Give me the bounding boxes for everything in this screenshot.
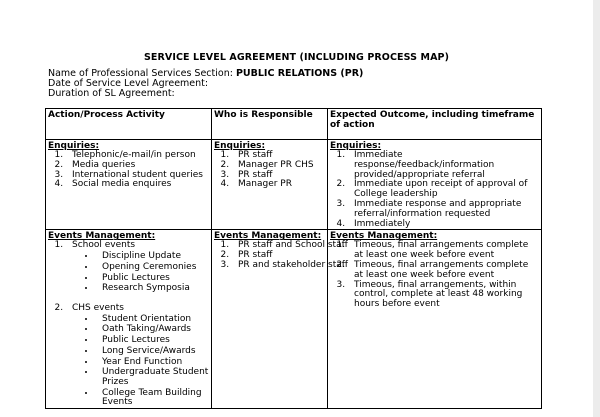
event-group-name: School events [72, 240, 136, 251]
list-item: 4. Manager PR [232, 180, 326, 190]
enquiries-responsible-cell [212, 140, 328, 230]
events-responsible-cell [212, 230, 348, 409]
enquiries-actions-list [48, 151, 210, 190]
list-item: • Discipline Update [96, 251, 210, 262]
list-item: 3. PR and stakeholder staff [232, 261, 326, 271]
list-item: 3. International student queries [66, 171, 210, 181]
section-name-label: Name of Professional Services Section: [48, 68, 233, 79]
events-outcome-list [330, 241, 540, 310]
list-item: • Public Lectures [96, 273, 210, 284]
agreement-duration-field [48, 89, 175, 99]
list-item: • Opening Ceremonies [96, 262, 210, 273]
list-item: 3. PR staff [232, 171, 326, 181]
events-title: Events Management: [214, 231, 322, 242]
event-group-name: CHS events [72, 302, 124, 313]
table-row-events [46, 230, 542, 409]
list-item: • College Team Building Events [96, 388, 210, 408]
list-item [66, 241, 210, 304]
process-map-table [45, 108, 542, 409]
list-item: 3. Immediate response and appropriate referral/information requested [348, 200, 540, 220]
list-item: 1. PR staff and School staff [232, 241, 326, 251]
events-responsible-list [214, 240, 348, 270]
school-events-list [72, 251, 210, 294]
list-item: 3. Timeous, final arrangements, within control, complete at least 48 working hours before event [348, 281, 540, 310]
list-item: 1. Telephonic/e-mail/in person [66, 151, 210, 161]
events-title: Events Management: [48, 231, 156, 242]
list-item: 2. PR staff [232, 251, 326, 261]
events-group-list [48, 241, 210, 408]
header-responsible: Who is Responsible [212, 109, 328, 140]
list-item: 2. Immediate upon receipt of approval of College leadership [348, 180, 540, 200]
header-outcome: Expected Outcome, including timeframe of action [328, 109, 542, 140]
header-action: Action/Process Activity [46, 109, 212, 140]
enquiries-outcome-cell [328, 140, 542, 230]
chs-events-list [72, 314, 210, 408]
enquiries-actions-cell [46, 140, 212, 230]
agreement-duration-label: Duration of SL Agreement: [48, 88, 175, 99]
list-item: • Student Orientation [96, 314, 210, 325]
list-item: • Oath Taking/Awards [96, 324, 210, 335]
list-item [66, 304, 210, 408]
list-item: 1. PR staff [232, 151, 326, 161]
list-item: • Undergraduate Student Prizes [96, 367, 210, 387]
section-name-value: PUBLIC RELATIONS (PR) [235, 68, 364, 79]
enquiries-responsible-list [214, 151, 326, 190]
events-title: Events Management: [330, 231, 438, 242]
table-header-row [46, 109, 542, 140]
table-row-enquiries [46, 140, 542, 230]
events-outcome-cell [328, 230, 542, 409]
list-item: • Year End Function [96, 357, 210, 368]
agreement-date-label: Date of Service Level Agreement: [48, 78, 209, 89]
enquiries-outcome-list [330, 151, 540, 229]
list-item: • Research Symposia [96, 283, 210, 294]
list-item: • Public Lectures [96, 335, 210, 346]
list-item: 2. Manager PR CHS [232, 161, 326, 171]
list-item: • Long Service/Awards [96, 346, 210, 357]
list-item: 2. Timeous, final arrangements complete at least one week before event [348, 261, 540, 281]
list-item: 1. Immediate response/feedback/information provided/appropriate referral [348, 151, 540, 180]
document-title: SERVICE LEVEL AGREEMENT (INCLUDING PROCESS MAP) [143, 52, 450, 63]
list-item: 4. Immediately [348, 220, 540, 230]
list-item: 2. Media queries [66, 161, 210, 171]
list-item: 4. Social media enquires [66, 180, 210, 190]
events-actions-cell [46, 230, 212, 409]
enquiries-title: Enquiries: [214, 141, 266, 151]
enquiries-title: Enquiries: [330, 141, 382, 151]
enquiries-title: Enquiries: [48, 141, 100, 151]
list-item: 1. Timeous, final arrangements complete at least one week before event [348, 241, 540, 261]
